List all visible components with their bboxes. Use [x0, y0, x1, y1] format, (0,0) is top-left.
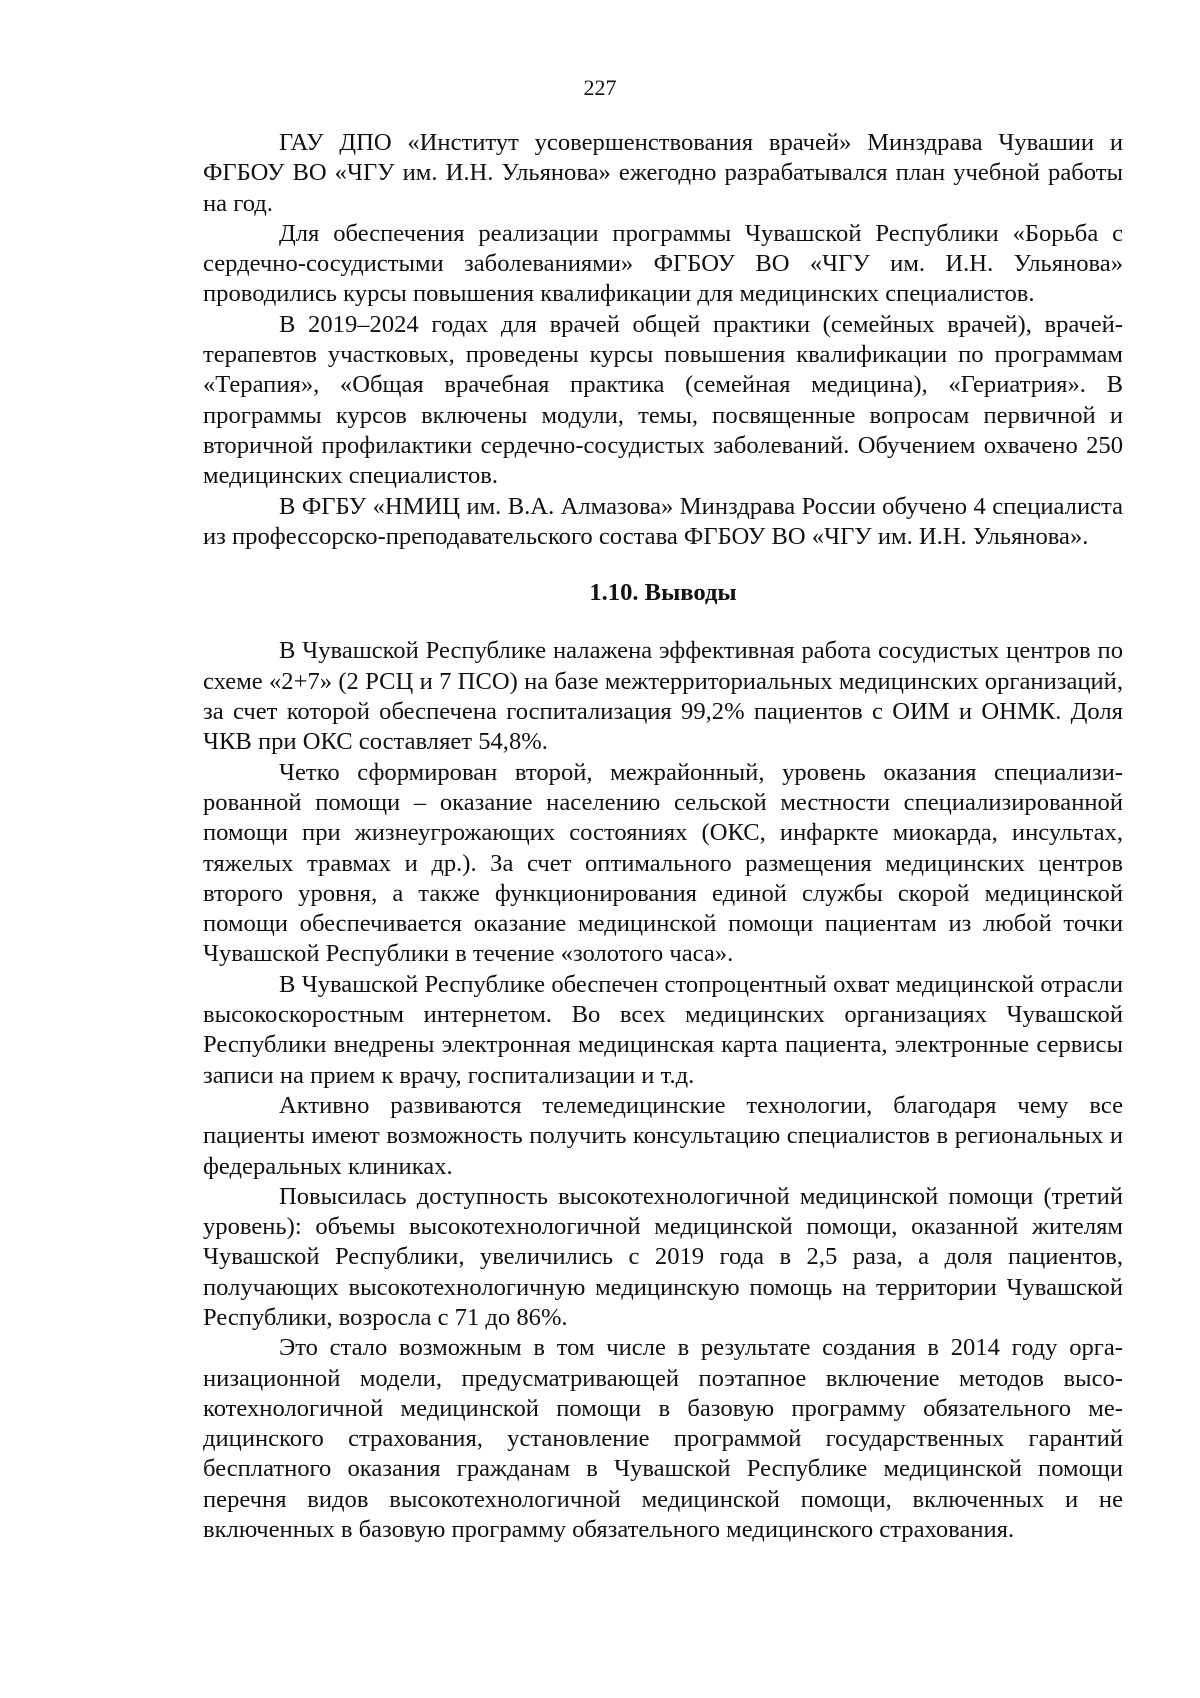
paragraph: В ФГБУ «НМИЦ им. В.А. Алмазова» Минздрава России обучено 4 специалиста из профессорско-преподавательского состава ФГБОУ ВО «ЧГУ им. И.Н. Ульянова». — [203, 492, 1123, 550]
paragraph: Активно развиваются телемедицинские технологии, благодаря чему все пациенты имеют возможность получить консультацию специалистов в региональных и федеральных клиниках. — [203, 1091, 1123, 1180]
paragraph: ГАУ ДПО «Институт усовершенствования врачей» Минздрава Чувашии и ФГБОУ ВО «ЧГУ им. И.Н. Ульянова» ежегодно разрабатывался план учебной работы на год. — [203, 129, 1123, 217]
paragraph: Это стало возможным в том числе в результате создания в 2014 году организационной модели, предусматривающей поэтапное включение методов высокотехнологичной медицинской помощи в базовую программу обязательного медицинского страхования, установление программой государственных гарантий бесплатного оказания гражданам в Чувашской Республике медицинской помощи перечня видов высокотехнологичной медицинской помощи, включенных и не включенных в базовую программу обязательного медицинского страхования. — [203, 1334, 1123, 1544]
paragraph: В Чувашской Республике налажена эффективная работа сосудистых центров по схеме «2+7» (2 РСЦ и 7 ПСО) на базе межтерриториальных медицинских организаций, за счет которой обеспечена госпитализация 99,2% пациентов с ОИМ и ОНМК. Доля ЧКВ при ОКС составляет 54,8%. — [203, 637, 1123, 756]
paragraph: В 2019–2024 годах для врачей общей практики (семейных врачей), врачей-терапевтов участковых, проведены курсы повышения квалификации по программам «Терапия», «Общая врачебная практика (семейная медицина), «Гериатрия». В программы курсов включены модули, темы, посвященные вопросам первичной и вторичной профилактики сердечно-сосудистых заболеваний. Обучением охвачено 250 медицинских специалистов. — [203, 310, 1123, 490]
paragraph: Повысилась доступность высокотехнологичной медицинской помощи (третий уровень): объемы высокотехнологичной медицинской помощи, оказанной жителям Чувашской Республики, увеличились с 2019 года в 2,5 раза, а доля пациентов, получающих высокотехнологичную медицинскую помощь на территории Чувашской Республики, возросла с 71 до 86%. — [203, 1182, 1123, 1331]
paragraph: Для обеспечения реализации программы Чувашской Республики «Борьба с сердечно-сосудистыми заболеваниями» ФГБОУ ВО «ЧГУ им. И.Н. Ульянова» проводились курсы повышения квалификации для медицинских специалистов. — [203, 219, 1123, 308]
paragraph: Четко сформирован второй, межрайонный, уровень оказания специализированной помощи – оказание населению сельской местности специализированной помощи при жизнеугрожающих состояниях (ОКС, инфаркте миокарда, инсультах, тяжелых травмах и др.). За счет оптимального размещения медицинских центров второго уровня, а также функционирования единой службы скорой медицинской помощи обеспечивается оказание медицинской помощи пациентам из любой точки Чувашской Республики в течение «золотого часа». — [203, 758, 1123, 968]
document-body — [203, 128, 1123, 1545]
paragraph: В Чувашской Республике обеспечен стопроцентный охват медицинской отрасли высокоскоростным интернетом. Во всех медицинских организациях Чувашской Республики внедрены электронная медицинская карта пациента, электронные сервисы записи на прием к врачу, госпитализации и т.д. — [203, 970, 1123, 1089]
section-heading: 1.10. Выводы — [589, 579, 737, 607]
page-number: 227 — [583, 75, 617, 100]
